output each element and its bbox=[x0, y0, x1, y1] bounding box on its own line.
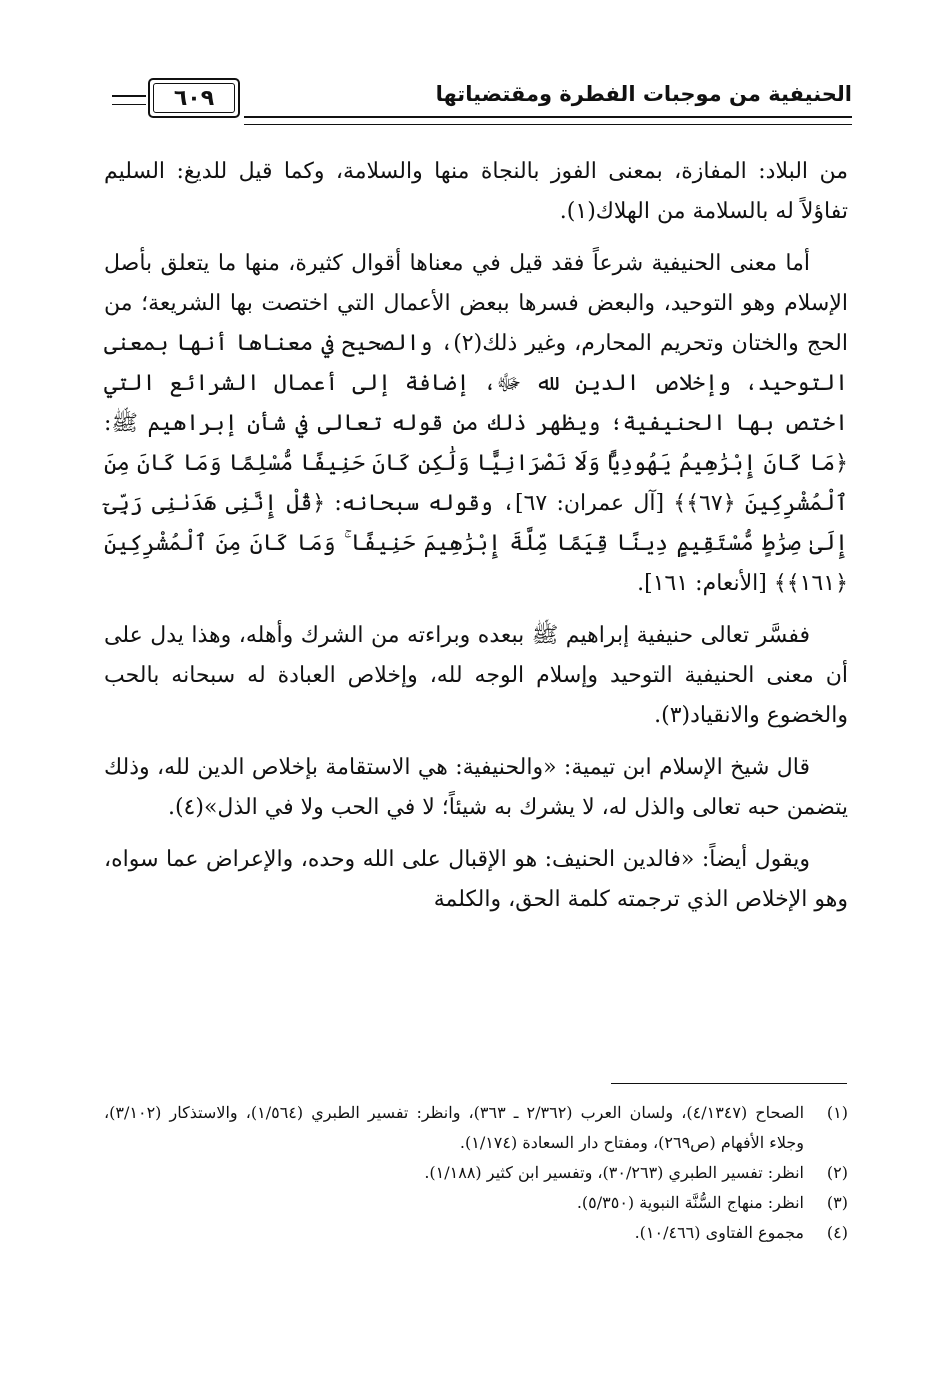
paragraph: ففسَّر تعالى حنيفية إبراهيم ﷺ ببعده وبراءته من الشرك وأهله، وهذا يدل على أن معنى الحنيفية التوحيد وإسلام الوجه لله، وإخلاص العبادة له سبحانه بالحب والخضوع والانقياد(٣). bbox=[104, 623, 848, 728]
footnote-number: (١) bbox=[826, 1103, 848, 1122]
footnote-text: الصحاح (٤/١٣٤٧)، ولسان العرب (٢/٣٦٢ ـ ٣٦٣)، وانظر: تفسير الطبري (١/٥٦٤)، والاستذكار (٣/١٠٢)، وجلاء الأفهام (ص٢٦٩)، ومفتاح دار السعادة (١/١٧٤). bbox=[104, 1103, 805, 1152]
paragraph: من البلاد: المفازة، بمعنى الفوز بالنجاة منها والسلامة، وكما قيل للديغ: السليم تفاؤلاً له بالسلامة من الهلاك(١). bbox=[104, 159, 848, 224]
header-rule bbox=[244, 116, 852, 125]
footnote bbox=[104, 1188, 848, 1218]
page-number: ٦٠٩ bbox=[173, 85, 215, 111]
footnotes bbox=[104, 1098, 848, 1248]
header-rule-left bbox=[112, 95, 146, 105]
paragraph: أما معنى الحنيفية شرعاً فقد قيل في معناها أقوال كثيرة، منها ما يتعلق بأصل الإسلام وهو التوحيد، والبعض فسرها ببعض الأعمال التي اختصت بها الشريعة؛ من الحج والختان وتحريم المحارم، وغير ذلك(٢)، والصحيح في معناها أنها بمعنى التوحيد، وإخلاص الدين لله ﷻ، إضافة إلى أعمال الشرائع التي اختص بها الحنيفية؛ ويظهر ذلك من قوله تعالى في شأن إبراهيم ﷺ: ﴿مَا كَانَ إِبْرَٰهِيمُ يَهُودِيًّا وَلَا نَصْرَانِيًّا وَلَٰكِن كَانَ حَنِيفًا مُّسْلِمًا وَمَا كَانَ مِنَ ٱلْمُشْرِكِينَ ﴿٦٧﴾﴾ [آل عمران: ٦٧]، وقوله سبحانه: ﴿قُلْ إِنَّنِى هَدَىٰنِى رَبِّىٓ إِلَىٰ صِرَٰطٍ مُّسْتَقِيمٍ دِينًا قِيَمًا مِّلَّةَ إِبْرَٰهِيمَ حَنِيفًا ۚ وَمَا كَانَ مِنَ ٱلْمُشْرِكِينَ ﴿١٦١﴾﴾ [الأنعام: ١٦١]. bbox=[104, 251, 849, 596]
footnote-number: (٣) bbox=[826, 1193, 848, 1212]
footnote bbox=[104, 1098, 848, 1158]
paragraph: قال شيخ الإسلام ابن تيمية: «والحنيفية: هي الاستقامة بإخلاص الدين لله، وذلك يتضمن حبه تعالى والذل له، لا يشرك به شيئاً؛ لا في الحب ولا في الذل»(٤). bbox=[104, 755, 848, 820]
footnote bbox=[104, 1218, 848, 1248]
page-number-box bbox=[148, 78, 240, 118]
footnote-number: (٤) bbox=[826, 1223, 848, 1242]
footnote bbox=[104, 1158, 848, 1188]
paragraph: ويقول أيضاً: «فالدين الحنيف: هو الإقبال على الله وحده، والإعراض عما سواه، وهو الإخلاص الذي ترجمته كلمة الحق، والكلمة bbox=[104, 847, 848, 912]
page-header bbox=[112, 78, 852, 124]
footnote-number: (٢) bbox=[826, 1163, 848, 1182]
footnote-text: انظر: منهاج السُّنَّة النبوية (٥/٣٥٠). bbox=[576, 1193, 804, 1212]
main-text bbox=[104, 152, 848, 932]
footnote-separator bbox=[611, 1083, 847, 1084]
running-title: الحنيفية من موجبات الفطرة ومقتضياتها bbox=[435, 82, 852, 106]
footnote-text: مجموع الفتاوى (١٠/٤٦٦). bbox=[634, 1223, 804, 1242]
footnote-text: انظر: تفسير الطبري (٣٠/٢٦٣)، وتفسير ابن كثير (١/١٨٨). bbox=[424, 1163, 804, 1182]
